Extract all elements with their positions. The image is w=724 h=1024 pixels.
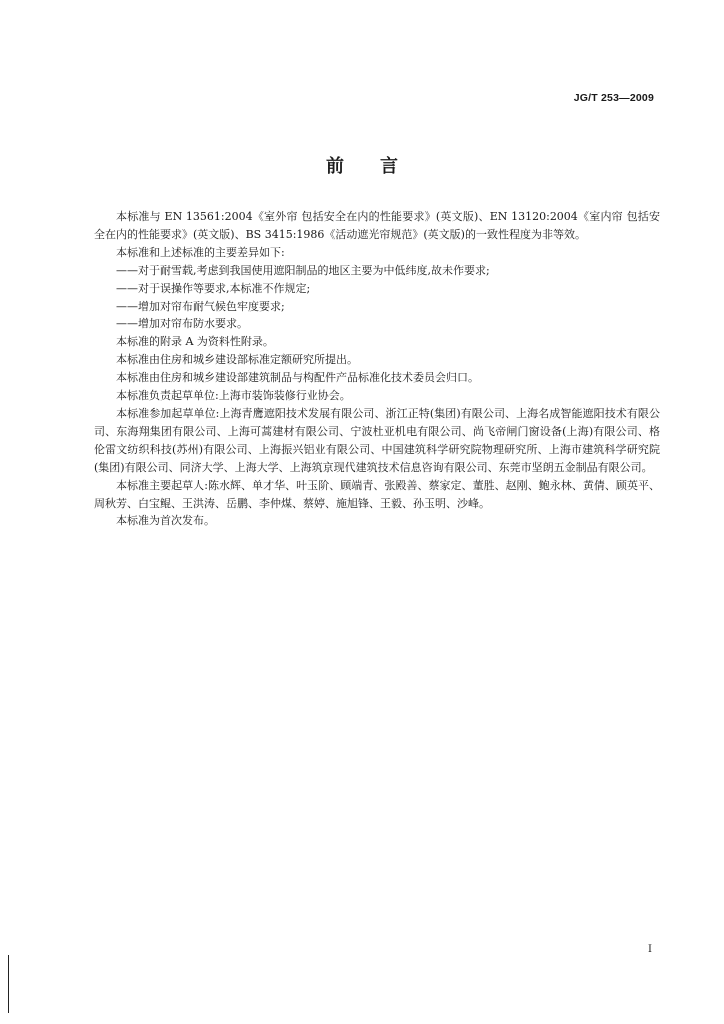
difference-item: ——增加对帘布耐气候色牢度要求; <box>116 299 285 313</box>
difference-item: ——对于误操作等要求,本标准不作规定; <box>116 281 311 295</box>
difference-item: ——对于耐雪载,考虑到我国使用遮阳制品的地区主要为中低纬度,故未作要求; <box>116 263 490 277</box>
paragraph-equivalence: 本标准与 EN 13561:2004《室外帘 包括安全在内的性能要求》(英文版)、EN 13120:2004《室内帘 包括安全在内的性能要求》(英文版)、BS 3415:1986《活动遮光帘规范》(英文版)的一致性程度为非等效。 <box>94 210 660 241</box>
standard-code: JG/T 253—2009 <box>573 92 654 104</box>
paragraph-main-drafters: 本标准主要起草人:陈水辉、单才华、叶玉阶、顾端青、张殿善、蔡家定、董胜、赵刚、鲍永林、黄倩、顾英平、周秋芳、白宝鲲、王洪涛、岳鹏、李仲煤、蔡婷、施旭锋、王毅、孙玉明、沙峰。 <box>94 478 660 510</box>
paragraph-lead-drafter: 本标准负责起草单位:上海市装饰装修行业协会。 <box>116 389 351 403</box>
paragraph-differences-intro: 本标准和上述标准的主要差异如下: <box>116 245 285 259</box>
paragraph-first-release: 本标准为首次发布。 <box>116 514 215 528</box>
paragraph-participating-drafters: 本标准参加起草单位:上海青鹰遮阳技术发展有限公司、浙江正特(集团)有限公司、上海名成智能遮阳技术有限公司、东海翔集团有限公司、上海可蒿建材有限公司、宁波杜亚机电有限公司、尚飞帝闸门窗设备(上海)有限公司、格伦雷文纺织科技(苏州)有限公司、上海振兴铝业有限公司、中国建筑科学研究院物理研究所、上海市建筑科学研究院(集团)有限公司、同济大学、上海大学、上海筑京现代建筑技术信息咨询有限公司、东莞市坚朗五金制品有限公司。 <box>94 406 660 474</box>
page-number: I <box>648 944 652 955</box>
page-title: 前言 <box>326 156 434 177</box>
scan-edge-mark <box>8 955 9 1013</box>
document-body <box>94 208 660 530</box>
difference-item: ——增加对帘布防水要求。 <box>116 317 248 331</box>
paragraph-administered-by: 本标准由住房和城乡建设部建筑制品与构配件产品标准化技术委员会归口。 <box>116 371 479 385</box>
paragraph-appendix: 本标准的附录 A 为资料性附录。 <box>116 335 274 349</box>
paragraph-proposed-by: 本标准由住房和城乡建设部标准定额研究所提出。 <box>116 353 358 367</box>
